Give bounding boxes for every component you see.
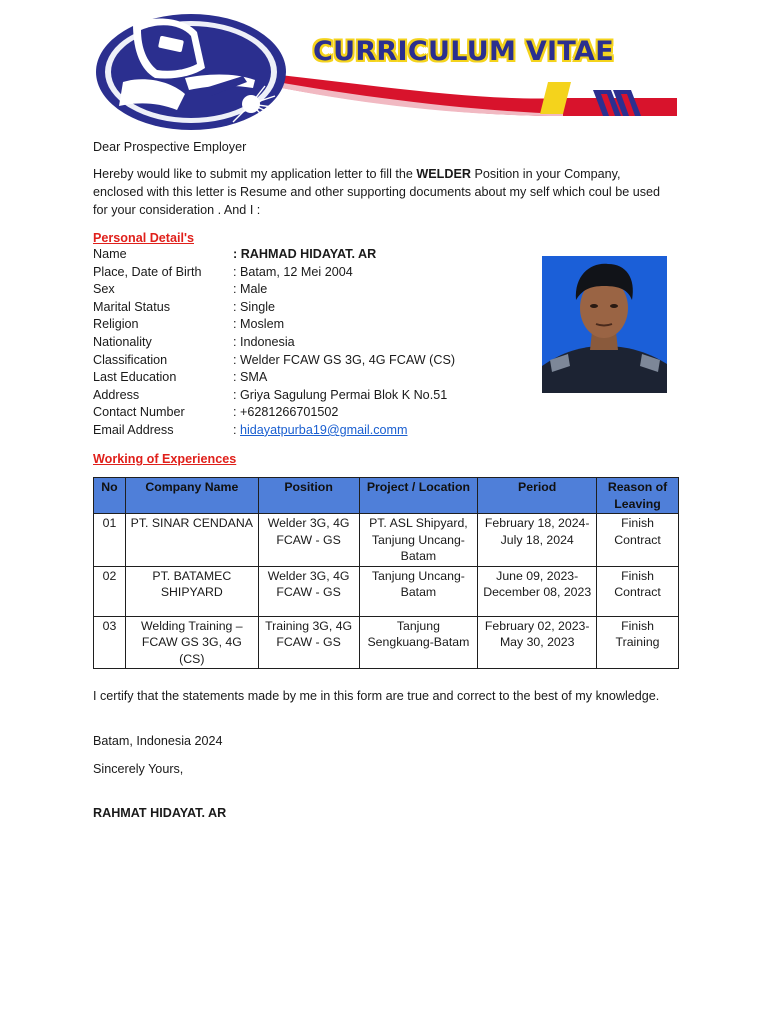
cell-position: Training 3G, 4G FCAW - GS	[258, 616, 359, 669]
signer-name: RAHMAT HIDAYAT. AR	[93, 806, 227, 820]
detail-value: : Welder FCAW GS 3G, 4G FCAW (CS)	[233, 352, 456, 367]
detail-value: : SMA	[233, 370, 268, 385]
cell-no: 01	[94, 514, 126, 567]
detail-value: : +6281266701502	[233, 405, 339, 420]
detail-value: : RAHMAD HIDAYAT. AR	[233, 247, 377, 261]
table-row	[94, 514, 679, 567]
detail-label: Sex	[93, 282, 115, 297]
col-header-no: No	[94, 478, 126, 514]
detail-value	[233, 422, 408, 440]
email-link[interactable]: hidayatpurba19@gmail.comm	[240, 422, 408, 437]
cell-company: Welding Training – FCAW GS 3G, 4G (CS)	[125, 616, 258, 669]
detail-row-birth	[93, 264, 533, 282]
cell-reason: Finish Contract	[597, 514, 679, 567]
intro-after: Position in your Company, enclosed with this letter is Resume and other supporting documents about my self which coul be used for your consideration . And I :	[93, 167, 661, 217]
table-row	[94, 616, 679, 669]
detail-label: Classification	[93, 352, 168, 367]
cell-reason: Finish Training	[597, 616, 679, 669]
detail-label: Marital Status	[93, 299, 170, 314]
cell-period: February 18, 2024-July 18, 2024	[478, 514, 597, 567]
detail-value: : Batam, 12 Mei 2004	[233, 264, 353, 279]
work-experience-table	[93, 477, 679, 669]
cell-period: February 02, 2023-May 30, 2023	[478, 616, 597, 669]
col-header-position: Position	[258, 478, 359, 514]
col-header-reason: Reason of Leaving	[597, 478, 679, 514]
detail-value: : Male	[233, 282, 268, 297]
cell-position: Welder 3G, 4G FCAW - GS	[258, 566, 359, 616]
col-header-period: Period	[478, 478, 597, 514]
detail-value: : Indonesia	[233, 334, 295, 349]
intro-paragraph	[93, 165, 663, 219]
cell-company: PT. SINAR CENDANA	[125, 514, 258, 567]
col-header-project: Project / Location	[359, 478, 478, 514]
detail-value: : Moslem	[233, 317, 285, 332]
detail-label: Name	[93, 247, 127, 261]
detail-value: : Griya Sagulung Permai Blok K No.51	[233, 387, 448, 402]
detail-row-education	[93, 369, 533, 387]
certification-statement: I certify that the statements made by me in this form are true and correct to the best of my knowledge.	[93, 689, 660, 703]
cell-project: PT. ASL Shipyard, Tanjung Uncang-Batam	[359, 514, 478, 567]
profile-photo	[542, 256, 667, 393]
detail-label: Place, Date of Birth	[93, 264, 202, 279]
closing-salutation: Sincerely Yours,	[93, 762, 184, 776]
place-date: Batam, Indonesia 2024	[93, 734, 223, 748]
cell-period: June 09, 2023-December 08, 2023	[478, 566, 597, 616]
intro-before: Hereby would like to submit my application letter to fill the	[93, 167, 417, 181]
cell-project: Tanjung Sengkuang-Batam	[359, 616, 478, 669]
welder-icon	[93, 10, 293, 132]
detail-row-marital	[93, 299, 533, 317]
detail-label: Nationality	[93, 334, 152, 349]
detail-row-contact	[93, 404, 533, 422]
personal-details	[93, 246, 533, 440]
cell-project: Tanjung Uncang-Batam	[359, 566, 478, 616]
salutation: Dear Prospective Employer	[93, 140, 247, 154]
personal-details-heading: Personal Detail's	[93, 231, 194, 245]
cell-reason: Finish Contract	[597, 566, 679, 616]
email-prefix: :	[233, 422, 240, 437]
detail-label: Religion	[93, 317, 139, 332]
intro-position: WELDER	[416, 167, 471, 181]
detail-value: : Single	[233, 299, 276, 314]
detail-row-sex	[93, 281, 533, 299]
cell-no: 02	[94, 566, 126, 616]
detail-row-religion	[93, 316, 533, 334]
banner-title: CURRICULUM VITAE	[313, 36, 614, 67]
table-header-row	[94, 478, 679, 514]
detail-row-nationality	[93, 334, 533, 352]
detail-row-address	[93, 387, 533, 405]
detail-row-classification	[93, 352, 533, 370]
cell-company: PT. BATAMEC SHIPYARD	[125, 566, 258, 616]
cell-no: 03	[94, 616, 126, 669]
table-row	[94, 566, 679, 616]
detail-label: Address	[93, 387, 140, 402]
detail-label: Contact Number	[93, 405, 185, 420]
cell-position: Welder 3G, 4G FCAW - GS	[258, 514, 359, 567]
cv-banner	[93, 10, 677, 132]
detail-row-email	[93, 422, 533, 440]
work-experience-heading: Working of Experiences	[93, 452, 237, 466]
person-photo-icon	[542, 256, 667, 393]
detail-label: Last Education	[93, 370, 177, 385]
detail-row-name	[93, 246, 533, 264]
col-header-company: Company Name	[125, 478, 258, 514]
detail-label: Email Address	[93, 422, 174, 437]
